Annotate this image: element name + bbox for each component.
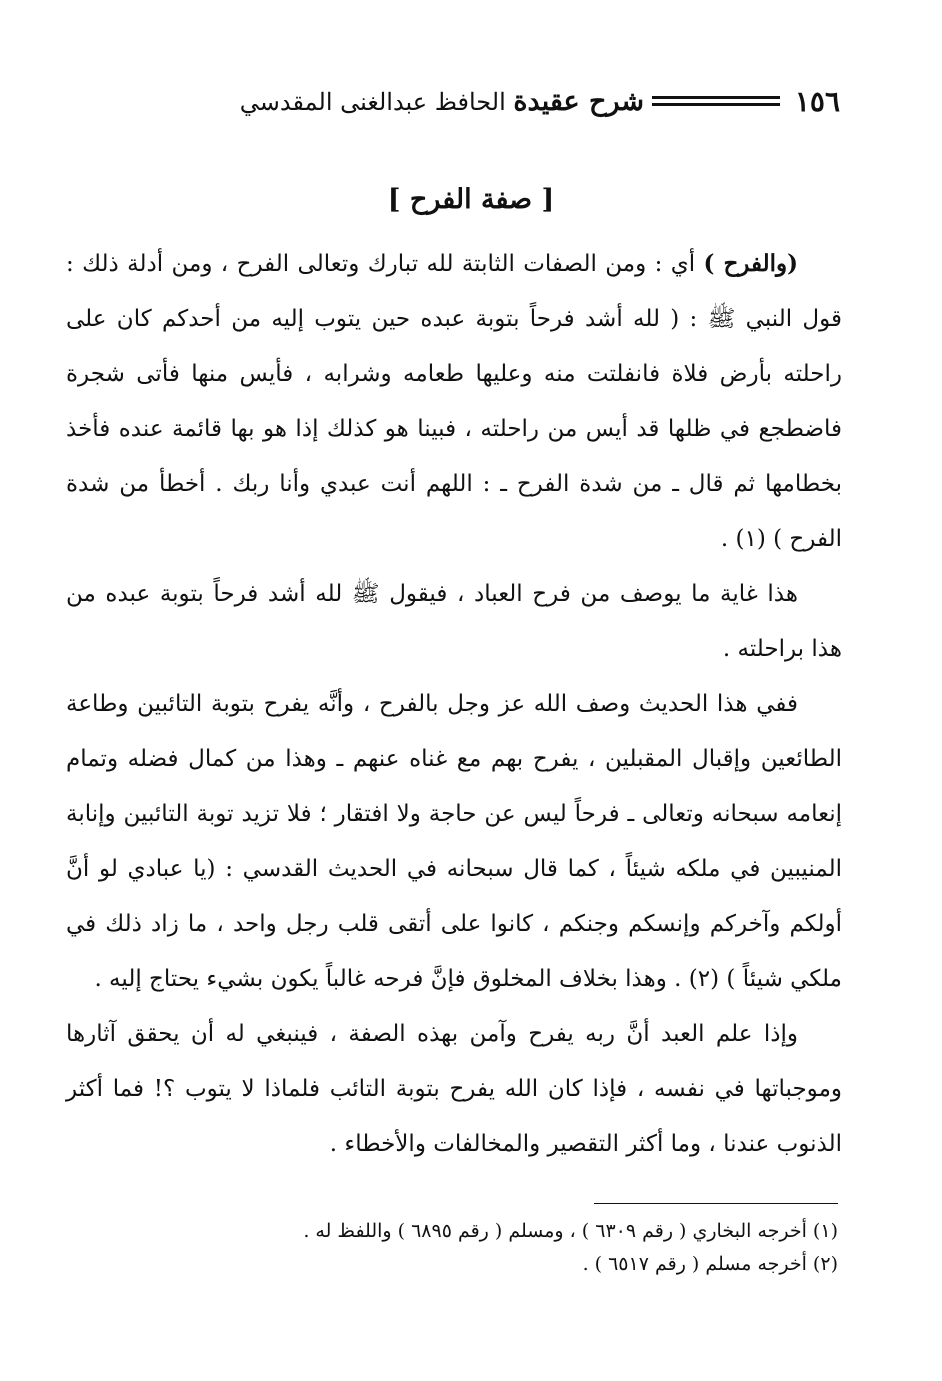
book-title-bold: شرح عقيدة xyxy=(513,86,644,117)
footnote: (٢) أخرجه مسلم ( رقم ٦٥١٧ ) . xyxy=(582,1253,838,1275)
section-heading: [ صفة الفرح ] xyxy=(387,184,555,215)
paragraph: ففي هذا الحديث وصف الله عز وجل بالفرح ، وأنَّه يفرح بتوبة التائبين وطاعة الطائعين وإقبال المقبلين ، يفرح بهم مع غناه عنهم ـ وهذا من كمال فضله وتمام إنعامه سبحانه وتعالى ـ فرحاً ليس عن حاجة ولا افتقار ؛ فلا تزيد توبة التائبين وإنابة المنيبين في ملكه شيئاً ، كما قال سبحانه في الحديث القدسي : (يا عبادي لو أنَّ أولكم وآخركم وإنسكم وجنكم ، كانوا على أتقى قلب رجل واحد ، ما زاد ذلك في ملكي شيئاً ) (٢) . وهذا بخلاف المخلوق فإنَّ فرحه غالباً يكون بشيء يحتاج إليه . xyxy=(66,691,842,992)
page-number: ١٥٦ xyxy=(794,85,840,118)
running-header xyxy=(70,80,840,124)
paragraph: وإذا علم العبد أنَّ ربه يفرح وآمن بهذه الصفة ، فينبغي له أن يحقق آثارها وموجباتها في نفسه ، فإذا كان الله يفرح بتوبة التائب فلماذا لا يتوب ؟! فما أكثر الذنوب عندنا ، وما أكثر التقصير والمخالفات والأخطاء . xyxy=(66,1021,842,1157)
paragraph-text: أي : ومن الصفات الثابتة لله تبارك وتعالى الفرح ، ومن أدلة ذلك : قول النبي ﷺ : ( لله أشد فرحاً بتوبة عبده حين يتوب إليه من أحدكم كان على راحلته بأرض فلاة فانفلتت منه وعليها طعامه وشرابه ، فأيس منها فأتى شجرة فاضطجع في ظلها قد أيس من راحلته ، فبينا هو كذلك إذا هو بها قائمة عنده فأخذ بخطامها ثم قال ـ من شدة الفرح ـ : اللهم أنت عبدي وأنا ربك . أخطأ من شدة الفرح ) (١) . xyxy=(66,251,842,552)
book-title-rest: الحافظ عبدالغنى المقدسي xyxy=(239,88,506,116)
paragraph xyxy=(66,236,842,567)
footnote: (١) أخرجه البخاري ( رقم ٦٣٠٩ ) ، ومسلم ( رقم ٦٨٩٥ ) واللفظ له . xyxy=(303,1220,838,1242)
footnote-divider xyxy=(594,1203,838,1204)
body-text xyxy=(66,236,842,1172)
paragraph: هذا غاية ما يوصف من فرح العباد ، فيقول ﷺ لله أشد فرحاً بتوبة عبده من هذا براحلته . xyxy=(66,581,842,662)
header-rule xyxy=(652,96,780,106)
book-title xyxy=(240,80,644,124)
footnotes xyxy=(178,1215,838,1281)
paragraph-lead: (والفرح ) xyxy=(703,250,799,277)
